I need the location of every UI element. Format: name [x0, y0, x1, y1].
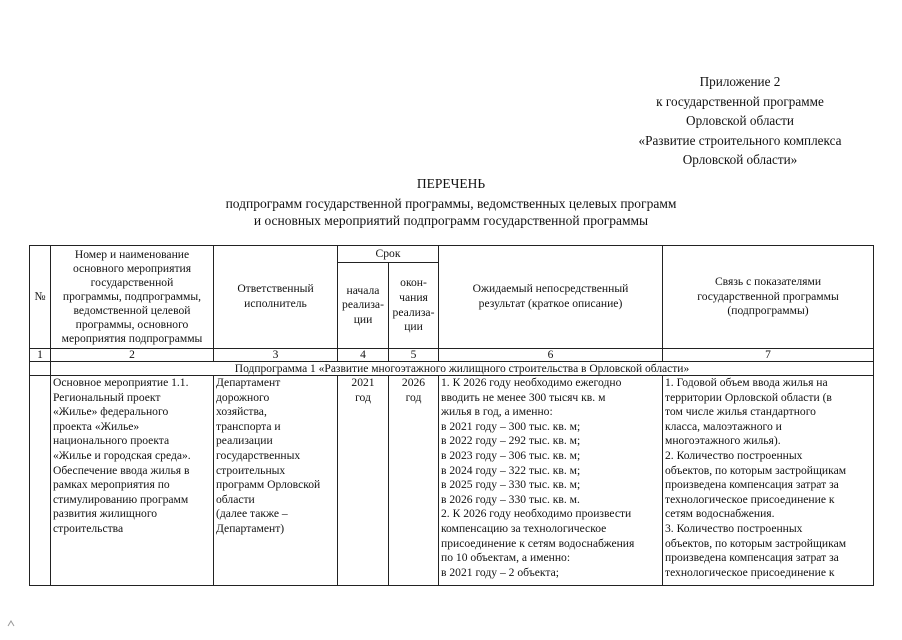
row-result-line: в 2021 году – 300 тыс. кв. м;	[441, 419, 581, 433]
row-link-line: произведена компенсация затрат за	[665, 478, 839, 492]
row-result-line: в 2021 году – 2 объекта;	[441, 565, 559, 579]
row-link-line: произведена компенсация затрат за	[665, 551, 839, 565]
row-result-line: в 2023 году – 306 тыс. кв. м;	[441, 448, 581, 462]
corner-mark-icon	[6, 618, 16, 628]
program-table	[29, 245, 874, 586]
row-name-line: Обеспечение ввода жилья в	[53, 463, 190, 477]
row-link-line: объектов, по которым застройщикам	[665, 536, 847, 550]
row-executor	[214, 376, 338, 586]
row-executor-line: транспорта и	[216, 419, 281, 433]
row-result-line: в 2026 году – 330 тыс. кв. м.	[441, 492, 580, 506]
row-name-line: Региональный проект	[53, 390, 161, 404]
header-result-line: Ожидаемый непосредственный	[472, 282, 629, 296]
appendix-line: Приложение 2	[699, 74, 781, 89]
header-end-line: реализа-	[392, 305, 435, 319]
header-term: Срок	[338, 246, 439, 263]
row-executor-line: Департамент)	[216, 521, 285, 535]
header-end-line: ции	[404, 320, 423, 334]
header-result-line: результат (краткое описание)	[478, 297, 623, 310]
column-number: 6	[439, 349, 663, 362]
header-executor-line: Ответственный	[237, 282, 314, 296]
row-link-line: класса, малоэтажного и	[665, 419, 782, 433]
appendix-block	[600, 72, 880, 170]
column-number: 5	[389, 349, 439, 362]
header-executor	[214, 246, 338, 349]
row-name-line: строительства	[53, 521, 124, 535]
row-executor-line: (далее также –	[216, 507, 288, 521]
row-result-line: по 10 объектам, а именно:	[441, 551, 571, 565]
column-number: 7	[663, 349, 874, 362]
row-num-cell	[30, 376, 51, 586]
row-name-line: проекта «Жилье»	[53, 419, 140, 433]
column-number: 3	[214, 349, 338, 362]
row-link-line: многоэтажного жилья).	[665, 434, 781, 448]
row-start	[338, 376, 389, 586]
column-number: 4	[338, 349, 389, 362]
row-result-line: вводить не менее 300 тысяч кв. м	[441, 390, 606, 404]
row-link-line: технологическое присоединение к	[665, 565, 835, 579]
header-link-line: Связь с показателями	[714, 275, 822, 289]
row-end	[389, 376, 439, 586]
row-executor-line: дорожного	[216, 390, 270, 404]
row-result-line: в 2025 году – 330 тыс. кв. м;	[441, 478, 581, 492]
row-link	[663, 376, 874, 586]
row-link-line: объектов, по которым застройщикам	[665, 463, 847, 477]
header-executor-line: исполнитель	[244, 297, 307, 310]
row-link-line: территории Орловской области (в	[665, 390, 832, 404]
row-end-line: 2026	[401, 376, 426, 389]
header-end	[389, 263, 439, 349]
row-link-line: технологическое присоединение к	[665, 492, 835, 506]
row-name	[51, 376, 214, 586]
row-link-line: 3. Количество построенных	[665, 521, 803, 535]
row-result-line: жилья в год, а именно:	[441, 405, 553, 419]
header-name-line: ведомственной целевой	[73, 304, 191, 317]
header-name-line: государственной	[90, 276, 174, 289]
column-number: 1	[30, 349, 51, 362]
subprogram-title: Подпрограмма 1 «Развитие многоэтажного жилищного строительства в Орловской области»	[51, 362, 874, 376]
document-heading: ПЕРЕЧЕНЬ	[416, 176, 486, 191]
row-start-line: 2021	[351, 376, 375, 389]
row-result-line: 1. К 2026 году необходимо ежегодно	[441, 376, 622, 389]
header-result	[439, 246, 663, 349]
row-start-line: год	[355, 390, 371, 404]
row-link-line: 1. Годовой объем ввода жилья на	[665, 376, 828, 389]
header-start-line: начала	[346, 283, 380, 297]
header-name-line: программы, подпрограммы,	[62, 290, 202, 303]
table-row	[30, 376, 874, 586]
row-executor-line: хозяйства,	[216, 405, 267, 419]
header-name-line: мероприятия подпрограммы	[61, 332, 203, 345]
header-name-line: программы, основного	[75, 318, 189, 331]
header-start-line: реализа-	[342, 298, 384, 312]
row-name-line: стимулированию программ	[53, 492, 189, 506]
row-executor-line: государственных	[216, 448, 301, 462]
header-name	[51, 246, 214, 349]
row-result-line: в 2022 году – 292 тыс. кв. м;	[441, 434, 581, 448]
row-result-line: компенсацию за технологическое	[441, 521, 607, 535]
header-start	[338, 263, 389, 349]
column-number: 2	[51, 349, 214, 362]
appendix-line: к государственной программе	[656, 93, 824, 109]
row-end-line: год	[405, 390, 422, 404]
subtitle-line: подпрограмм государственной программы, ведомственных целевых программ	[225, 196, 677, 211]
appendix-line: Орловской области»	[682, 152, 798, 167]
row-result	[439, 376, 663, 586]
header-start-line: ции	[353, 312, 373, 326]
header-end-line: окон-	[400, 276, 427, 290]
header-link-line: государственной программы	[697, 289, 839, 303]
row-executor-line: области	[216, 492, 255, 506]
row-executor-line: строительных	[216, 463, 286, 477]
row-executor-line: Департамент	[216, 376, 281, 389]
header-link	[663, 246, 874, 349]
header-name-line: основного мероприятия	[72, 262, 192, 275]
row-executor-line: реализации	[216, 434, 273, 448]
row-link-line: сетям водоснабжения.	[665, 507, 775, 521]
appendix-line: Орловской области	[686, 113, 794, 128]
row-name-line: «Жилье и городская среда».	[53, 448, 191, 462]
header-name-line: Номер и наименование	[74, 248, 190, 261]
row-link-line: 2. Количество построенных	[665, 448, 803, 462]
row-name-line: рамках мероприятия по	[53, 478, 170, 492]
row-name-line: национального проекта	[53, 434, 170, 448]
subprogram-num-cell	[30, 362, 51, 376]
row-name-line: «Жилье» федерального	[53, 405, 169, 419]
row-link-line: том числе жилья стандартного	[665, 405, 816, 419]
header-link-line: (подпрограммы)	[727, 304, 809, 318]
header-end-line: чания	[399, 290, 428, 304]
row-result-line: присоединение к сетям водоснабжения	[441, 536, 635, 550]
document-subtitle	[0, 195, 902, 229]
row-result-line: 2. К 2026 году необходимо произвести	[441, 507, 632, 521]
row-name-line: развития жилищного	[53, 507, 158, 521]
subtitle-line: и основных мероприятий подпрограмм государственной программы	[253, 213, 649, 228]
header-num: №	[30, 246, 51, 349]
row-executor-line: программ Орловской	[216, 478, 321, 492]
appendix-line: «Развитие строительного комплекса	[638, 132, 842, 148]
row-result-line: в 2024 году – 322 тыс. кв. м;	[441, 463, 581, 477]
row-name-line: Основное мероприятие 1.1.	[53, 376, 189, 389]
